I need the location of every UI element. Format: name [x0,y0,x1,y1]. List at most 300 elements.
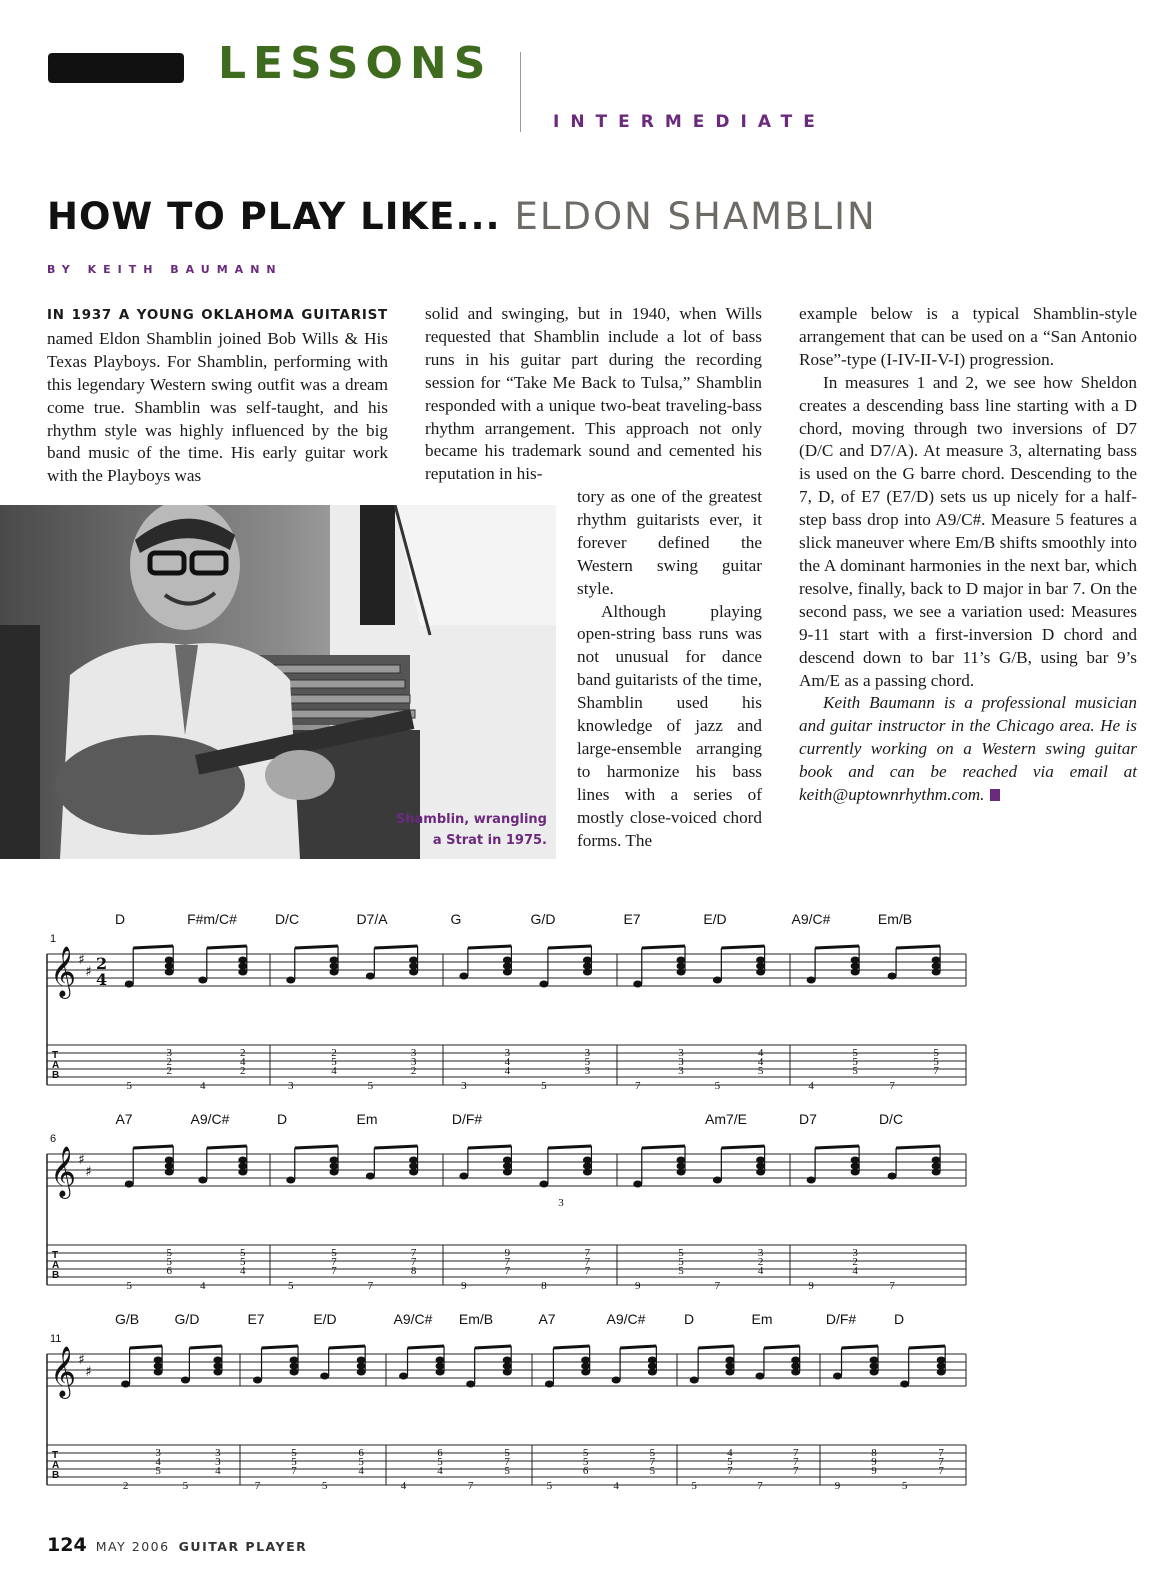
tab-fret-number: 7 [584,1265,591,1277]
triplet-mark: 3 [558,1197,564,1209]
tab-fret-number: 3 [504,1047,511,1059]
chord-note [677,1157,686,1164]
tab-fret-number: 5 [852,1056,858,1068]
chord-note [238,1157,247,1164]
tab-fret-number: 7 [938,1465,944,1477]
chord-symbol: A9/C# [606,1311,646,1327]
note-beam [295,1146,338,1148]
chord-note [503,1357,512,1364]
note-beam [620,1346,656,1348]
chord-symbol: A7 [115,1111,133,1127]
chord-symbol: D7/A [356,911,388,927]
chord-symbol: F#m/C# [187,911,237,927]
column-3 [799,303,1137,807]
tab-fret-number: 3 [215,1456,221,1468]
chord-note [409,957,418,964]
tab-fret-number: 7 [504,1456,510,1468]
bass-note [399,1373,408,1380]
tab-fret-number: 7 [410,1247,417,1259]
tab-fret-number: 3 [461,1080,467,1092]
tab-fret-number: 4 [613,1480,619,1492]
chord-note [409,1157,418,1164]
chord-symbol: D/C [274,911,300,927]
bass-note [198,977,207,984]
chord-note [238,957,247,964]
tab-fret-number: 4 [155,1456,161,1468]
tab-fret-number: 5 [933,1056,939,1068]
bass-note [539,1181,548,1188]
chord-symbol: D/F# [825,1311,857,1327]
chord-symbol: Em/B [458,1311,494,1327]
tab-fret-number: 7 [584,1247,591,1259]
chord-symbol: Em [751,1311,773,1327]
column-3-text: example below is a typical Shamblin-style arrangement that can be used on a “San Antonio Rose”-type (I-IV-II-V-I) progression. [799,304,1137,369]
tab-fret-number: 5 [155,1465,161,1477]
chord-note [648,1369,657,1376]
bass-note [181,1377,190,1384]
chord-note [791,1369,800,1376]
tab-fret-number: 4 [358,1465,364,1477]
tab-fret-number: 7 [792,1447,799,1459]
chord-note [756,969,765,976]
chord-note [436,1369,445,1376]
chord-note [165,957,174,964]
note-beam [408,1346,445,1348]
tab-fret-number: 5 [182,1480,189,1492]
tab-fret-number: 4 [400,1480,407,1492]
chord-note [357,1357,366,1364]
tab-fret-number: 3 [155,1447,161,1459]
chord-symbol: D/F# [451,1111,483,1127]
chord-symbol: E7 [623,911,641,927]
chord-note [725,1357,734,1364]
chord-note [290,1357,299,1364]
time-signature-bottom: 4 [96,970,108,989]
sharp-f-icon: ♯ [78,1352,85,1368]
tab-fret-number: 8 [541,1280,547,1292]
tab-fret-number: 3 [410,1056,417,1068]
bass-note [807,1177,816,1184]
chord-symbol: D7 [799,1111,817,1127]
bass-note [125,1181,134,1188]
bass-note [888,973,897,980]
tab-fret-number: 7 [410,1256,417,1268]
chord-note [238,1169,247,1176]
bass-note [366,973,375,980]
tab-letter: A [52,1260,60,1271]
note-beam [698,1346,734,1348]
chord-note [503,1169,512,1176]
column-2-lower [577,486,762,853]
tab-fret-number: 3 [584,1047,591,1059]
chord-note [756,1157,765,1164]
tab-letter: B [52,1270,60,1281]
tab-fret-number: 5 [901,1480,908,1492]
tab-fret-number: 3 [852,1247,858,1259]
tab-fret-number: 7 [889,1280,895,1292]
sharp-f-icon: ♯ [78,952,85,968]
tab-fret-number: 5 [504,1465,510,1477]
lesson-level: INTERMEDIATE [553,112,826,132]
column-2-text: solid and swinging, but in 1940, when Wills requested that Shamblin include a lot of bass runs in his guitar part during the recording session for “Take Me Back to Tulsa,” Shamblin responded with a unique two-beat traveling-bass rhythm arrangement. This approach not only became his trademark sound and cemented his reputation in his- [425,304,762,484]
tab-fret-number: 5 [546,1480,553,1492]
chord-note [937,1369,946,1376]
chord-note [932,1169,941,1176]
issue-date: MAY 2006 [95,1539,170,1554]
tab-fret-number: 4 [504,1056,511,1068]
tab-fret-number: 7 [367,1280,374,1292]
chord-note [583,963,592,970]
tab-fret-number: 4 [200,1080,206,1092]
tab-fret-number: 4 [808,1080,814,1092]
tab-fret-number: 2 [410,1065,417,1077]
bass-note [320,1373,329,1380]
chord-note [165,1163,174,1170]
note-beam [130,1346,163,1348]
tab-fret-number: 5 [852,1065,858,1077]
page-footer [47,1536,307,1555]
tab-fret-number: 5 [678,1256,684,1268]
chord-symbol: Am7/E [704,1111,748,1127]
tab-fret-number: 7 [938,1447,944,1459]
sharp-f-icon: ♯ [78,1152,85,1168]
chord-note [503,963,512,970]
tab-letter: A [52,1460,60,1471]
tab-fret-number: 2 [852,1256,858,1268]
tab-fret-number: 7 [938,1456,944,1468]
end-mark-icon [990,789,1000,801]
chord-note [436,1363,445,1370]
tab-fret-number: 4 [757,1265,764,1277]
tab-fret-number: 5 [649,1465,656,1477]
bass-note [633,981,642,988]
chord-note [870,1357,879,1364]
chord-note [581,1357,590,1364]
notation-and-tab [0,890,1156,1510]
note-beam [815,1146,859,1148]
chord-note [851,1157,860,1164]
tab-fret-number: 9 [871,1456,877,1468]
sharp-c-icon: ♯ [85,1364,92,1380]
bass-note [713,1177,722,1184]
tab-fret-number: 3 [678,1047,684,1059]
tab-fret-number: 4 [215,1465,221,1477]
tab-fret-number: 4 [240,1265,246,1277]
chord-note [756,963,765,970]
tab-fret-number: 5 [933,1047,939,1059]
tab-fret-number: 3 [288,1080,294,1092]
chord-note [503,1363,512,1370]
header-bar [48,53,184,83]
chord-note [409,1163,418,1170]
note-beam [815,946,859,948]
chord-note [756,957,765,964]
chord-note [937,1363,946,1370]
tab-fret-number: 6 [166,1265,172,1277]
chord-note [677,1169,686,1176]
photo-caption: Shamblin, wrangling a Strat in 1975. [395,812,547,848]
chord-note [932,969,941,976]
bass-note [612,1377,621,1384]
tab-letter: B [52,1470,60,1481]
chord-note [357,1369,366,1376]
chord-note [932,1163,941,1170]
tab-letter: A [52,1060,60,1071]
chord-note [583,969,592,976]
tab-fret-number: 7 [889,1080,895,1092]
chord-note [648,1357,657,1364]
tab-fret-number: 7 [714,1280,721,1292]
note-beam [642,946,685,948]
byline: BY KEITH BAUMANN [47,263,283,276]
chord-note [503,1369,512,1376]
measure-number: 1 [50,933,57,945]
bass-note [900,1381,909,1388]
tab-fret-number: 6 [582,1465,589,1477]
note-beam [329,1346,366,1348]
chord-note [238,969,247,976]
chord-note [290,1363,299,1370]
tab-letter: B [52,1070,60,1081]
bass-note [198,1177,207,1184]
tab-fret-number: 5 [714,1080,721,1092]
tab-fret-number: 7 [635,1080,641,1092]
measure-number: 6 [50,1133,57,1145]
chord-symbol: D/C [878,1111,904,1127]
chord-note [330,1157,339,1164]
chord-note [165,969,174,976]
chord-note [503,1163,512,1170]
tab-fret-number: 5 [358,1456,364,1468]
chord-note [409,963,418,970]
tab-fret-number: 3 [757,1247,764,1259]
tab-fret-number: 2 [757,1256,764,1268]
tab-fret-number: 2 [331,1047,337,1059]
chord-note [330,1169,339,1176]
note-beam [548,946,592,948]
tab-fret-number: 5 [321,1480,328,1492]
chord-symbol: G [450,911,462,927]
tab-fret-number: 5 [240,1247,246,1259]
chord-note [409,969,418,976]
tab-fret-number: 5 [331,1247,337,1259]
note-beam [721,1146,764,1148]
lead-in: IN 1937 A YOUNG OKLAHOMA GUITARIST [47,308,388,323]
measure-number: 11 [50,1333,62,1345]
bass-note [545,1381,554,1388]
tab-fret-number: 5 [331,1056,337,1068]
tab-fret-number: 3 [678,1065,684,1077]
chord-note [503,1157,512,1164]
bass-note [539,981,548,988]
tab-fret-number: 5 [582,1456,589,1468]
chord-note [581,1363,590,1370]
note-beam [721,946,764,948]
author-bio: Keith Baumann is a professional musician and guitar instructor in the Chicago area. He is currently working on a Western swing guitar book and can be reached via email at keith@uptownrhythm.com. [799,693,1137,805]
chord-note [583,957,592,964]
tab-fret-number: 5 [541,1080,547,1092]
tab-fret-number: 5 [678,1265,684,1277]
column-2-para-2: Although playing open-string bass runs was not unusual for dance band guitarists of the time, Shamblin used his knowledge of jazz and large-ensemble arranging to harmonize his bass lines with a series of mostly close-voiced chord forms. The [577,601,762,850]
chord-note [213,1369,222,1376]
chord-note [330,963,339,970]
tab-fret-number: 9 [808,1280,814,1292]
tab-fret-number: 2 [240,1065,246,1077]
note-beam [295,946,338,948]
article-title [47,195,877,238]
tab-fret-number: 5 [727,1456,733,1468]
tab-fret-number: 7 [331,1265,337,1277]
tab-fret-number: 4 [240,1056,246,1068]
tab-fret-number: 4 [727,1447,733,1459]
chord-note [870,1363,879,1370]
note-beam [475,1346,512,1348]
tab-fret-number: 5 [126,1080,132,1092]
chord-symbol: E7 [247,1311,265,1327]
column-1-text: named Eldon Shamblin joined Bob Wills & His Texas Playboys. For Shamblin, performing with this legendary Western swing outfit was a dream come true. Shamblin was self-taught, and his rhythm style was highly influenced by the big band music of the time. His early guitar work with the Playboys was [47,328,388,486]
page-number: 124 [47,1534,87,1556]
tab-fret-number: 9 [635,1280,641,1292]
chord-note [677,957,686,964]
tab-fret-number: 5 [852,1047,858,1059]
sharp-c-icon: ♯ [85,964,92,980]
tab-fret-number: 5 [166,1247,172,1259]
chord-symbol: G/D [530,911,556,927]
chord-note [583,1157,592,1164]
chord-note [756,1169,765,1176]
chord-note [503,969,512,976]
tab-fret-number: 6 [437,1447,443,1459]
chord-note [725,1363,734,1370]
tab-fret-number: 7 [504,1265,511,1277]
chord-note [238,963,247,970]
tab-fret-number: 5 [757,1065,764,1077]
chord-note [436,1357,445,1364]
note-beam [642,1146,685,1148]
chord-note [290,1369,299,1376]
note-beam [207,1146,247,1148]
tab-fret-number: 5 [367,1080,374,1092]
tab-fret-number: 8 [410,1265,417,1277]
tab-fret-number: 5 [166,1256,172,1268]
column-3-para-2: In measures 1 and 2, we see how Sheldon creates a descending bass line starting with a D chord, moving through two inversions of D7 (D/C and D7/A). At measure 3, alternating bass is used on the G barre chord. Descending to the 7, D, of E7 (E7/D) sets us up nicely for a half-step bass drop into A9/C#. Measure 5 features a slick maneuver where Em/B shifts smoothly into the A dominant harmonies in the next bar, which resolve, finally, back to D major in bar 7. On the second pass, we see a variation used: Measures 9-11 start with a first-inversion D chord and descend down to bar 11’s G/B, using bar 9’s Am/E as a passing chord. [799,372,1137,690]
tab-fret-number: 3 [410,1047,417,1059]
bass-note [459,973,468,980]
chord-symbol: G/B [114,1311,140,1327]
magazine-name: GUITAR PLAYER [178,1539,308,1554]
chord-symbol: Em/B [877,911,913,927]
note-beam [262,1346,299,1348]
tab-fret-number: 4 [331,1065,337,1077]
chord-note [725,1369,734,1376]
bass-note [459,1173,468,1180]
chord-note [932,1157,941,1164]
chord-note [648,1363,657,1370]
chord-note [165,963,174,970]
chord-note [851,957,860,964]
chord-symbol: E/D [313,1311,337,1327]
tab-fret-number: 3 [215,1447,221,1459]
tab-fret-number: 3 [584,1065,591,1077]
tab-fret-number: 9 [461,1280,467,1292]
tab-fret-number: 7 [757,1480,763,1492]
tab-fret-number: 5 [291,1447,297,1459]
chord-note [330,969,339,976]
chord-note [165,1157,174,1164]
note-beam [896,1146,940,1148]
bass-note [888,1173,897,1180]
tab-fret-number: 9 [834,1480,841,1492]
chord-symbol: A9/C# [393,1311,433,1327]
column-1 [47,303,388,488]
tab-fret-number: 2 [240,1047,246,1059]
title-main: HOW TO PLAY LIKE... [47,195,501,238]
tab-fret-number: 2 [122,1480,129,1492]
bass-note [286,1177,295,1184]
chord-note [165,1169,174,1176]
note-beam [909,1346,946,1348]
chord-symbol: D [683,1311,695,1327]
tab-fret-number: 5 [437,1456,443,1468]
chord-note [213,1363,222,1370]
chord-note [932,957,941,964]
tab-fret-number: 3 [166,1047,172,1059]
tab-letter: T [52,1050,59,1061]
tab-fret-number: 7 [584,1256,591,1268]
tab-fret-number: 3 [678,1056,684,1068]
chord-note [756,1163,765,1170]
note-beam [468,1146,512,1148]
sharp-c-icon: ♯ [85,1164,92,1180]
tab-fret-number: 4 [200,1280,206,1292]
note-beam [548,1146,592,1148]
tab-fret-number: 7 [331,1256,337,1268]
chord-note [851,1163,860,1170]
tab-fret-number: 9 [871,1465,877,1477]
chord-symbol: D [276,1111,288,1127]
chord-note [932,963,941,970]
bass-note [125,981,134,988]
tab-fret-number: 7 [727,1465,733,1477]
note-beam [842,1346,879,1348]
tab-fret-number: 5 [678,1247,684,1259]
chord-note [330,1163,339,1170]
section-title: LESSONS [218,38,493,89]
time-signature-top: 2 [96,954,108,973]
tab-fret-number: 8 [871,1447,877,1459]
chord-note [870,1369,879,1376]
chord-note [409,1169,418,1176]
tab-fret-number: 4 [757,1056,764,1068]
chord-symbol: D [114,911,126,927]
bass-note [690,1377,699,1384]
note-beam [189,1346,222,1348]
chord-symbol: D [893,1311,905,1327]
tab-fret-number: 7 [792,1456,799,1468]
title-name: ELDON SHAMBLIN [514,195,877,238]
note-beam [374,1146,417,1148]
bass-note [755,1373,764,1380]
chord-note [213,1357,222,1364]
treble-clef-icon: 𝄞 [50,946,77,997]
bass-note [807,977,816,984]
tab-letter: T [52,1250,59,1261]
chord-note [791,1357,800,1364]
chord-note [154,1369,163,1376]
chord-symbol: Em [356,1111,378,1127]
tab-fret-number: 4 [852,1265,858,1277]
tab-fret-number: 7 [933,1065,939,1077]
